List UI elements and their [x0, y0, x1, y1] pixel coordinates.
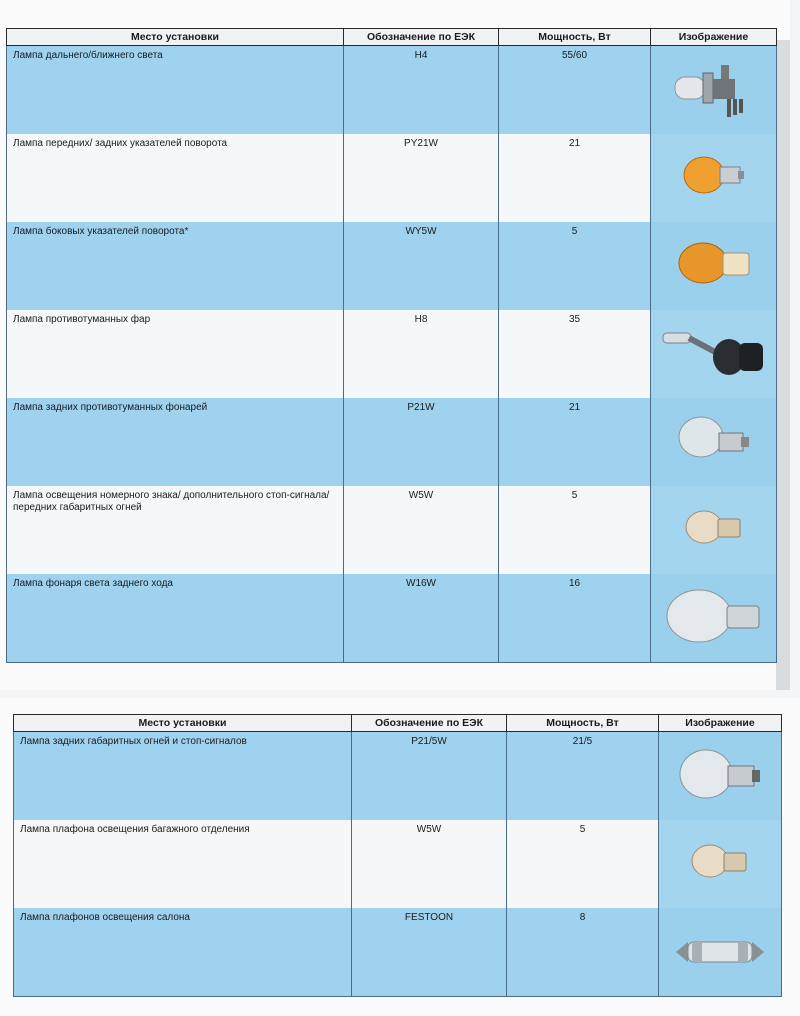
header-image: Изображение: [659, 715, 782, 732]
bulb-table-main: [6, 28, 777, 663]
dual-filament-bayonet-bulb-icon: [672, 740, 768, 812]
power-cell: 21: [499, 134, 651, 222]
scan-edge: [776, 40, 790, 690]
power-cell: 21: [499, 398, 651, 486]
location-cell: Лампа плафона освещения багажного отделения: [14, 820, 352, 908]
location-cell: Лампа боковых указателей поворота*: [7, 222, 344, 310]
designation-cell: PY21W: [344, 134, 499, 222]
h4-halogen-bulb-icon: [669, 55, 759, 125]
table-row: [14, 820, 782, 908]
clear-bayonet-bulb-icon: [669, 407, 759, 477]
location-cell: Лампа плафонов освещения салона: [14, 908, 352, 997]
designation-cell: W5W: [352, 820, 507, 908]
designation-cell: P21/5W: [352, 732, 507, 821]
table-row: [7, 398, 777, 486]
location-cell: Лампа противотуманных фар: [7, 310, 344, 398]
table-row: [14, 732, 782, 821]
small-wedge-bulb-icon: [680, 829, 760, 899]
table-row: [14, 908, 782, 997]
power-cell: 21/5: [507, 732, 659, 821]
h8-halogen-bulb-icon: [659, 319, 769, 389]
header-designation: Обозначение по ЕЭК: [344, 29, 499, 46]
table-row: [7, 222, 777, 310]
designation-cell: H8: [344, 310, 499, 398]
table-row: [7, 46, 777, 135]
power-cell: 8: [507, 908, 659, 997]
location-cell: Лампа задних габаритных огней и стоп-сигналов: [14, 732, 352, 821]
designation-cell: W16W: [344, 574, 499, 663]
header-location: Место установки: [7, 29, 344, 46]
location-cell: Лампа освещения номерного знака/ дополнительного стоп-сигнала/ передних габаритных огней: [7, 486, 344, 574]
table-row: [7, 310, 777, 398]
large-wedge-bulb-icon: [659, 580, 769, 656]
header-image: Изображение: [651, 29, 777, 46]
location-cell: Лампа передних/ задних указателей поворота: [7, 134, 344, 222]
designation-cell: W5W: [344, 486, 499, 574]
small-wedge-bulb-icon: [674, 495, 754, 565]
table-row: [7, 134, 777, 222]
power-cell: 35: [499, 310, 651, 398]
power-cell: 55/60: [499, 46, 651, 135]
designation-cell: P21W: [344, 398, 499, 486]
power-cell: 5: [507, 820, 659, 908]
header-location: Место установки: [14, 715, 352, 732]
festoon-bulb-icon: [670, 922, 770, 982]
header-power: Мощность, Вт: [499, 29, 651, 46]
header-power: Мощность, Вт: [507, 715, 659, 732]
header-designation: Обозначение по ЕЭК: [352, 715, 507, 732]
amber-bayonet-bulb-icon: [674, 143, 754, 213]
table-row: [7, 574, 777, 663]
designation-cell: WY5W: [344, 222, 499, 310]
designation-cell: H4: [344, 46, 499, 135]
location-cell: Лампа дальнего/ближнего света: [7, 46, 344, 135]
power-cell: 5: [499, 222, 651, 310]
table-row: [7, 486, 777, 574]
amber-wedge-bulb-icon: [669, 231, 759, 301]
bulb-table-continued: [13, 714, 782, 997]
location-cell: Лампа задних противотуманных фонарей: [7, 398, 344, 486]
power-cell: 16: [499, 574, 651, 663]
power-cell: 5: [499, 486, 651, 574]
location-cell: Лампа фонаря света заднего хода: [7, 574, 344, 663]
designation-cell: FESTOON: [352, 908, 507, 997]
